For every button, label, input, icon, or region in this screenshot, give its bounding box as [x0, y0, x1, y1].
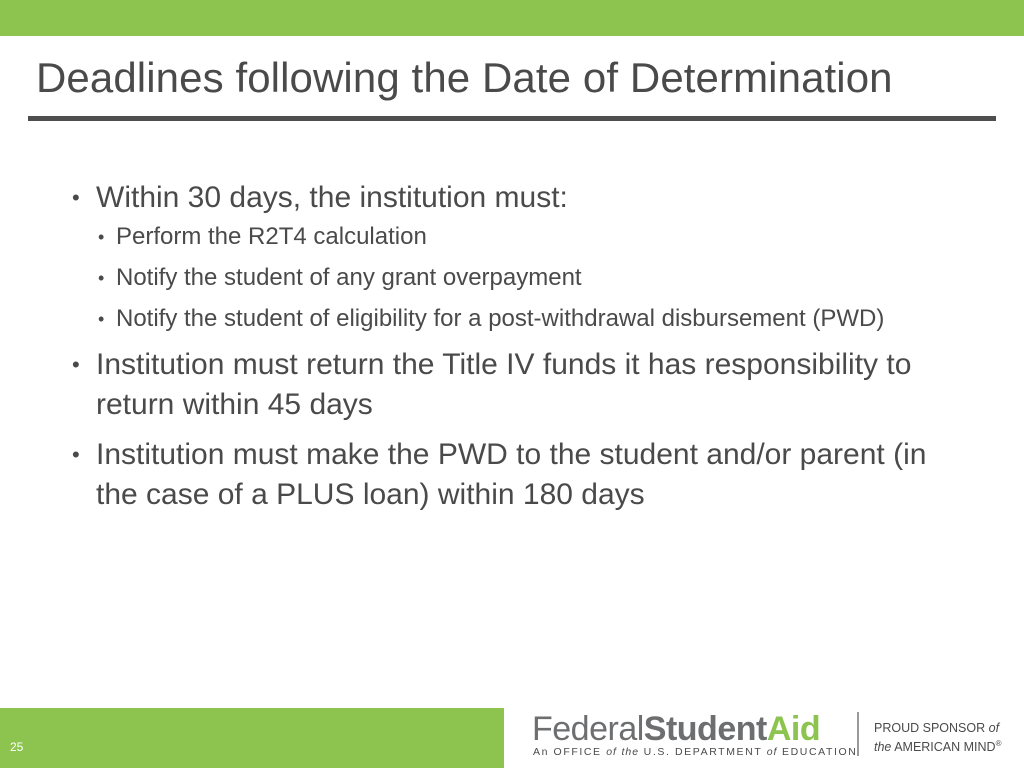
- logo-federal: Federal: [532, 710, 644, 748]
- slide-number: 25: [10, 740, 24, 754]
- logo-divider: [857, 712, 859, 756]
- logo-aid: Aid: [766, 710, 821, 748]
- bullet-text: Institution must make the PWD to the student and/or parent (in the case of a PLUS loan) within 180 days: [96, 438, 927, 511]
- bullet-item: [70, 435, 950, 515]
- title-underline: [28, 116, 996, 121]
- sponsor-line-1: [874, 720, 1002, 736]
- sub-bullet-item: • Notify the student of eligibility for a post-withdrawal disbursement (PWD): [96, 303, 950, 335]
- sponsor-american-mind: AMERICAN MIND: [894, 740, 996, 755]
- footer-accent-bar: [0, 708, 504, 768]
- sub-bullet-item: • Perform the R2T4 calculation: [96, 221, 950, 253]
- sponsor-line-2: [874, 736, 1002, 755]
- federal-student-aid-logo: [532, 710, 858, 764]
- bullet-list: [70, 178, 950, 525]
- header-accent-bar: [0, 0, 1024, 36]
- tagline-pre: An OFFICE: [533, 746, 602, 758]
- fsa-wordmark: [532, 712, 820, 746]
- bullet-text: Within 30 days, the institution must:: [96, 181, 568, 214]
- registered-mark: ®: [995, 739, 1002, 748]
- slide-title: Deadlines following the Date of Determination: [36, 54, 893, 101]
- tagline-post: EDUCATION: [781, 746, 858, 758]
- bullet-item: [70, 178, 950, 335]
- sponsor-the: the: [874, 740, 892, 755]
- logo-tagline: [533, 746, 857, 758]
- tagline-of-1: of: [606, 746, 617, 758]
- tagline-of-2: of: [766, 746, 778, 758]
- sponsor-text: [874, 720, 1002, 755]
- sub-bullet-list: [96, 221, 950, 335]
- tagline-the: the: [621, 746, 640, 758]
- logo-student: Student: [643, 710, 767, 748]
- tagline-dept: U.S. DEPARTMENT: [643, 746, 763, 758]
- bullet-text: Institution must return the Title IV funds it has responsibility to return within 45 days: [96, 348, 912, 421]
- sponsor-proud: PROUD SPONSOR: [874, 721, 986, 735]
- sub-bullet-item: • Notify the student of any grant overpayment: [96, 262, 950, 294]
- bullet-item: [70, 345, 950, 425]
- sponsor-of: of: [988, 721, 1000, 735]
